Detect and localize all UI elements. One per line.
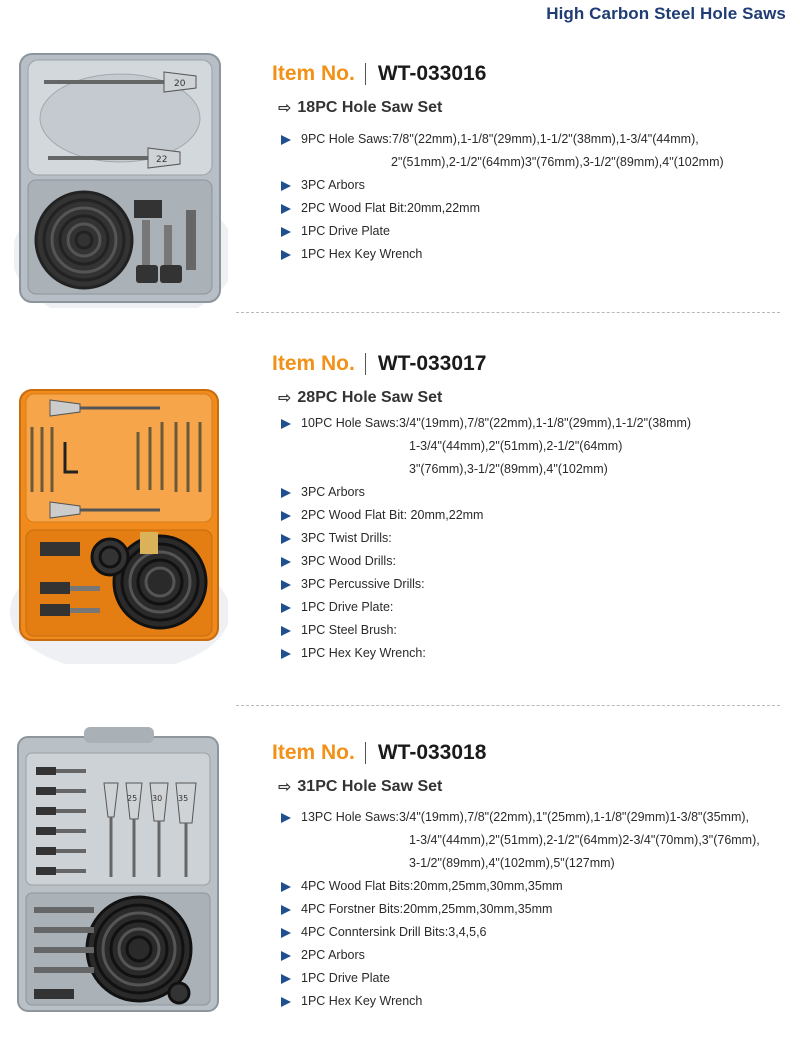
feature-text: 1PC Drive Plate	[301, 971, 390, 985]
list-item	[281, 596, 691, 619]
feature-text: 1PC Hex Key Wrench	[301, 247, 423, 261]
feature-list	[281, 412, 691, 665]
arrow-bullet-icon	[281, 951, 291, 961]
arrow-bullet-icon	[281, 181, 291, 191]
list-item	[281, 481, 691, 504]
hole-saw-case-image	[14, 50, 228, 308]
feature-text: 1PC Hex Key Wrench:	[301, 646, 426, 660]
item-heading	[272, 352, 486, 376]
list-item	[281, 527, 691, 550]
feature-text: 2PC Wood Flat Bit: 20mm,22mm	[301, 508, 484, 522]
feature-text: 1PC Steel Brush:	[301, 623, 397, 637]
bit-label: 20	[174, 79, 186, 89]
item-label: Item No.	[272, 62, 355, 85]
list-item	[281, 243, 724, 266]
heading-divider	[365, 742, 366, 764]
feature-text: 3PC Twist Drills:	[301, 531, 392, 545]
feature-text: 3PC Arbors	[301, 485, 365, 499]
feature-text-continued: 1-3/4"(44mm),2"(51mm),2-1/2"(64mm)	[409, 439, 623, 453]
feature-list	[281, 128, 724, 266]
hollow-arrow-icon: ⇨	[278, 390, 292, 407]
list-item	[281, 967, 760, 990]
feature-text: 1PC Hex Key Wrench	[301, 994, 423, 1008]
feature-text-continued: 1-3/4"(44mm),2"(51mm),2-1/2"(64mm)2-3/4"(70mm),3"(76mm),	[409, 833, 760, 847]
bit-label: 22	[156, 155, 168, 165]
feature-text: 4PC Forstner Bits:20mm,25mm,30mm,35mm	[301, 902, 553, 916]
arrow-bullet-icon	[281, 419, 291, 429]
list-item	[281, 174, 724, 197]
list-item	[281, 898, 760, 921]
feature-text: 1PC Drive Plate:	[301, 600, 394, 614]
hole-saw-case-image	[10, 382, 228, 664]
set-name-text: 18PC Hole Saw Set	[297, 99, 443, 116]
list-item	[281, 619, 691, 642]
bit-label: 30	[152, 794, 163, 803]
heading-divider	[365, 353, 366, 375]
feature-text-continued: 3"(76mm),3-1/2"(89mm),4"(102mm)	[409, 462, 608, 476]
feature-text: 13PC Hole Saws:3/4"(19mm),7/8"(22mm),1"(25mm),1-1/8"(29mm)1-3/8"(35mm),	[301, 810, 749, 824]
list-item	[281, 550, 691, 573]
set-name	[278, 388, 442, 408]
set-name-text: 28PC Hole Saw Set	[297, 389, 443, 406]
arrow-bullet-icon	[281, 626, 291, 636]
arrow-bullet-icon	[281, 135, 291, 145]
list-item	[281, 128, 724, 174]
feature-text-continued: 3-1/2"(89mm),4"(102mm),5"(127mm)	[409, 856, 615, 870]
arrow-bullet-icon	[281, 997, 291, 1007]
item-code: WT-033018	[377, 741, 487, 764]
feature-text: 4PC Conntersink Drill Bits:3,4,5,6	[301, 925, 487, 939]
item-label: Item No.	[272, 352, 355, 375]
feature-text: 3PC Wood Drills:	[301, 554, 396, 568]
arrow-bullet-icon	[281, 905, 291, 915]
item-heading	[272, 62, 486, 86]
product-section-1	[0, 40, 800, 320]
bit-label: 25	[127, 794, 138, 803]
item-code: WT-033016	[377, 62, 487, 85]
list-item	[281, 504, 691, 527]
arrow-bullet-icon	[281, 488, 291, 498]
arrow-bullet-icon	[281, 511, 291, 521]
list-item	[281, 990, 760, 1013]
feature-list	[281, 806, 760, 1013]
set-name	[278, 98, 442, 118]
feature-text: 3PC Percussive Drills:	[301, 577, 425, 591]
feature-text: 9PC Hole Saws:7/8"(22mm),1-1/8"(29mm),1-1/2"(38mm),1-3/4"(44mm),	[301, 132, 699, 146]
hollow-arrow-icon: ⇨	[278, 100, 292, 117]
page-title: High Carbon Steel Hole Saws	[546, 4, 786, 23]
product-section-3	[0, 715, 800, 1037]
arrow-bullet-icon	[281, 649, 291, 659]
bit-label: 35	[178, 794, 189, 803]
feature-text: 2PC Wood Flat Bit:20mm,22mm	[301, 201, 480, 215]
arrow-bullet-icon	[281, 882, 291, 892]
arrow-bullet-icon	[281, 204, 291, 214]
item-code: WT-033017	[377, 352, 487, 375]
arrow-bullet-icon	[281, 534, 291, 544]
hole-saw-case-image	[14, 727, 228, 1019]
list-item	[281, 642, 691, 665]
feature-text: 3PC Arbors	[301, 178, 365, 192]
feature-text: 4PC Wood Flat Bits:20mm,25mm,30mm,35mm	[301, 879, 563, 893]
list-item	[281, 806, 760, 875]
arrow-bullet-icon	[281, 227, 291, 237]
set-name-text: 31PC Hole Saw Set	[297, 778, 443, 795]
arrow-bullet-icon	[281, 603, 291, 613]
heading-divider	[365, 63, 366, 85]
arrow-bullet-icon	[281, 813, 291, 823]
arrow-bullet-icon	[281, 580, 291, 590]
feature-text: 2PC Arbors	[301, 948, 365, 962]
arrow-bullet-icon	[281, 928, 291, 938]
section-divider	[236, 705, 780, 706]
arrow-bullet-icon	[281, 250, 291, 260]
item-heading	[272, 741, 486, 765]
list-item	[281, 573, 691, 596]
list-item	[281, 875, 760, 898]
feature-text: 10PC Hole Saws:3/4"(19mm),7/8"(22mm),1-1/8"(29mm),1-1/2"(38mm)	[301, 416, 692, 430]
list-item	[281, 921, 760, 944]
hollow-arrow-icon: ⇨	[278, 779, 292, 796]
list-item	[281, 220, 724, 243]
list-item	[281, 944, 760, 967]
section-divider	[236, 312, 780, 313]
feature-text-continued: 2"(51mm),2-1/2"(64mm)3"(76mm),3-1/2"(89mm),4"(102mm)	[391, 155, 724, 169]
feature-text: 1PC Drive Plate	[301, 224, 390, 238]
arrow-bullet-icon	[281, 557, 291, 567]
arrow-bullet-icon	[281, 974, 291, 984]
list-item	[281, 412, 691, 481]
set-name	[278, 777, 442, 797]
item-label: Item No.	[272, 741, 355, 764]
list-item	[281, 197, 724, 220]
product-section-2	[0, 330, 800, 705]
